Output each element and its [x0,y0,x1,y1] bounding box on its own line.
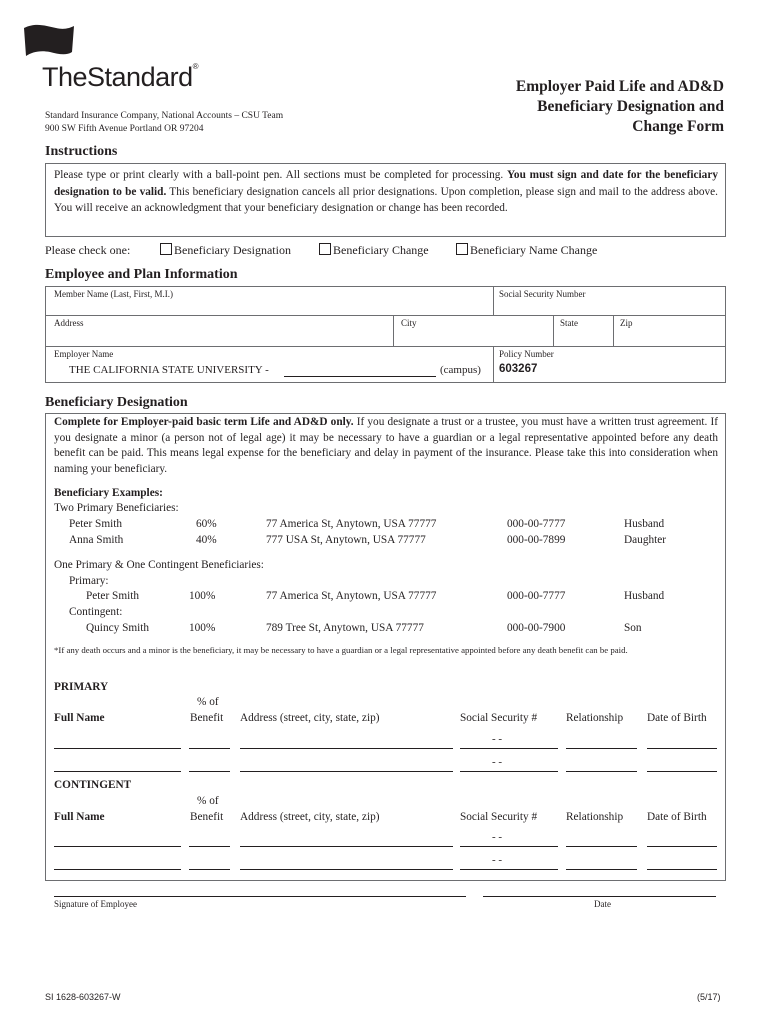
signature-date-input[interactable] [483,896,716,897]
example-name: Quincy Smith [86,622,150,634]
primary-ssn-input[interactable] [460,748,558,749]
example-name: Peter Smith [69,518,123,530]
contingent-dob-input[interactable] [647,869,717,870]
date-label: Date [594,899,611,909]
two-primary-label: Two Primary Beneficiaries: [54,502,179,514]
example-address: 777 USA St, Anytown, USA 77777 [266,534,426,546]
checkbox-beneficiary-designation[interactable]: Beneficiary Designation [160,243,291,258]
ssn-separator: - - [492,733,503,745]
member-name-field[interactable]: Member Name (Last, First, M.I.) [54,289,173,299]
dob-header: Date of Birth [647,811,707,823]
relationship-header: Relationship [566,811,624,823]
policy-number-value: 603267 [499,363,538,375]
contingent-address-input[interactable] [240,869,453,870]
primary-relationship-input[interactable] [566,771,637,772]
ssn-header: Social Security # [460,811,538,823]
checkbox-icon[interactable] [160,243,172,255]
example-relationship: Daughter [624,534,667,546]
primary-relationship-input[interactable] [566,748,637,749]
address-header: Address (street, city, state, zip) [240,811,380,823]
pct-header: % of [197,795,219,807]
example-relationship: Husband [624,590,665,602]
ssn-separator: - - [492,854,503,866]
primary-dob-input[interactable] [647,771,717,772]
example-pct: 100% [189,622,216,634]
full-name-header: Full Name [54,811,105,823]
form-revision: (5/17) [697,992,721,1002]
campus-label: (campus) [440,364,481,376]
beneficiary-intro: Complete for Employer-paid basic term Life and AD&D only. If you designate a trust or a trustee, you must have a written trust agreement. If you designate a minor (a person not of legal age) it may be necessary to have a guardian or a legal representative appointed before any death benefit can be paid. This means legal expense for the beneficiary and delay in payment of the insurance. Please take this into consideration when naming your beneficiary. [54,416,718,475]
primary-address-input[interactable] [240,748,453,749]
ssn-separator: - - [492,831,503,843]
company-name: Standard Insurance Company, National Accounts – CSU Team [45,111,284,121]
contingent-heading: CONTINGENT [54,779,132,791]
contingent-relationship-input[interactable] [566,846,637,847]
city-field[interactable]: City [401,318,417,328]
checkbox-icon[interactable] [319,243,331,255]
example-pct: 40% [196,534,217,546]
example-ssn: 000-00-7900 [507,622,566,634]
campus-input[interactable] [284,376,436,377]
dob-header: Date of Birth [647,712,707,724]
primary-pct-input[interactable] [189,748,230,749]
example-relationship: Son [624,622,642,634]
primary-example-label: Primary: [69,575,109,587]
checkbox-beneficiary-change[interactable]: Beneficiary Change [319,243,429,258]
pct-header: % of [197,696,219,708]
beneficiary-heading: Beneficiary Designation [45,395,188,410]
employer-name-value: THE CALIFORNIA STATE UNIVERSITY - [69,364,269,376]
ssn-separator: - - [492,756,503,768]
benefit-header: Benefit [190,811,224,823]
example-name: Peter Smith [86,590,140,602]
ssn-field[interactable]: Social Security Number [499,289,586,299]
address-header: Address (street, city, state, zip) [240,712,380,724]
checkbox-icon[interactable] [456,243,468,255]
contingent-ssn-input[interactable] [460,869,558,870]
benefit-header: Benefit [190,712,224,724]
company-address: 900 SW Fifth Avenue Portland OR 97204 [45,124,204,134]
one-each-label: One Primary & One Contingent Beneficiaries: [54,559,264,571]
minor-note: *If any death occurs and a minor is the beneficiary, it may be necessary to have a guardian or a legal representative appointed before any death benefit can be paid. [54,645,628,655]
example-ssn: 000-00-7777 [507,590,566,602]
example-address: 789 Tree St, Anytown, USA 77777 [266,622,424,634]
ssn-header: Social Security # [460,712,538,724]
contingent-ssn-input[interactable] [460,846,558,847]
form-title: Employer Paid Life and AD&D Beneficiary Designation and Change Form [515,78,724,135]
check-one-row [45,243,130,258]
contingent-name-input[interactable] [54,869,181,870]
instructions-text: Please type or print clearly with a ball-point pen. All sections must be completed for processing. You must sign and date for the beneficiary designation to be valid. This beneficiary designation cancels all prior designations. Upon completion, please sign and mail to the address above. You will receive an acknowledgment that your beneficiary designation or change has been recorded. [54,169,718,214]
signature-label: Signature of Employee [54,899,137,909]
logo: TheStandard® [42,62,199,92]
employer-name-label: Employer Name [54,349,114,359]
primary-pct-input[interactable] [189,771,230,772]
example-address: 77 America St, Anytown, USA 77777 [266,590,437,602]
primary-ssn-input[interactable] [460,771,558,772]
example-relationship: Husband [624,518,665,530]
examples-heading: Beneficiary Examples: [54,487,163,499]
policy-number-label: Policy Number [499,349,554,359]
example-pct: 60% [196,518,217,530]
logo-flag-icon [22,22,74,58]
example-pct: 100% [189,590,216,602]
contingent-name-input[interactable] [54,846,181,847]
address-field[interactable]: Address [54,318,84,328]
zip-field[interactable]: Zip [620,318,633,328]
contingent-pct-input[interactable] [189,846,230,847]
instructions-heading: Instructions [45,144,118,159]
example-ssn: 000-00-7777 [507,518,566,530]
primary-heading: PRIMARY [54,681,109,693]
primary-name-input[interactable] [54,771,181,772]
relationship-header: Relationship [566,712,624,724]
full-name-header: Full Name [54,712,105,724]
employee-heading: Employee and Plan Information [45,267,238,282]
example-address: 77 America St, Anytown, USA 77777 [266,518,437,530]
check-one-label: Please check one: [45,243,131,257]
contingent-address-input[interactable] [240,846,453,847]
example-ssn: 000-00-7899 [507,534,566,546]
example-name: Anna Smith [69,534,124,546]
primary-address-input[interactable] [240,771,453,772]
contingent-pct-input[interactable] [189,869,230,870]
primary-dob-input[interactable] [647,748,717,749]
form-id: SI 1628-603267-W [45,992,121,1002]
employee-signature-input[interactable] [54,896,466,897]
checkbox-beneficiary-name-change[interactable]: Beneficiary Name Change [456,243,597,258]
primary-name-input[interactable] [54,748,181,749]
contingent-relationship-input[interactable] [566,869,637,870]
contingent-example-label: Contingent: [69,606,123,618]
contingent-dob-input[interactable] [647,846,717,847]
state-field[interactable]: State [560,318,578,328]
